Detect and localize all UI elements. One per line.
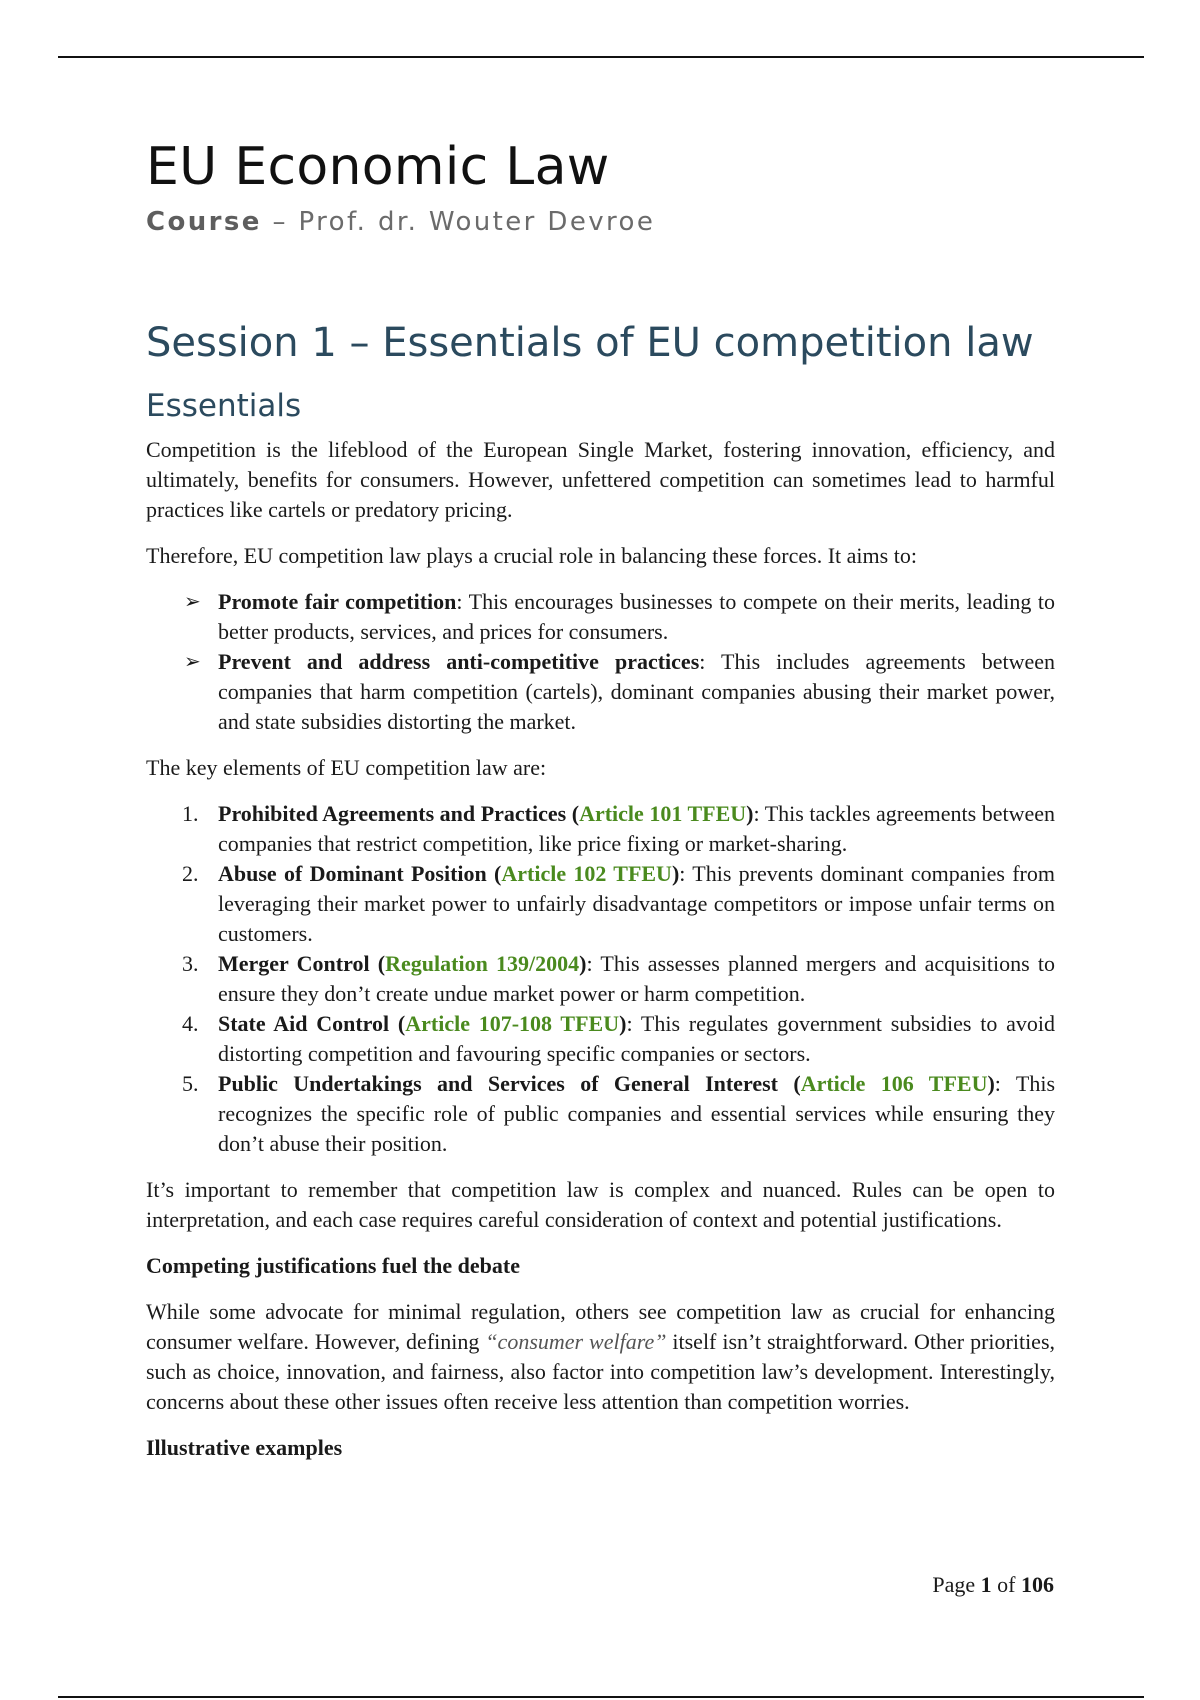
bullet-title: Promote fair competition <box>218 588 457 614</box>
item-number: 5. <box>182 1070 199 1096</box>
arrow-bullet-icon: ➢ <box>184 650 201 673</box>
legal-reference: Regulation 139/2004 <box>385 950 580 976</box>
bullet-text: : This encourages businesses to compete on their merits, leading to better products, services, and prices for consumers. <box>218 588 1056 644</box>
list-item <box>146 799 1055 859</box>
page-label: Page <box>932 1572 981 1597</box>
arrow-bullet-icon: ➢ <box>184 590 201 613</box>
illustrative-heading: Illustrative examples <box>146 1434 343 1460</box>
paren-close: ) <box>746 800 754 826</box>
item-title: State Aid Control ( <box>218 1010 406 1036</box>
item-text: : This regulates government subsidies to avoid distorting competition and favouring specific companies or sectors. <box>218 1010 1055 1066</box>
item-text: : This recognizes the specific role of public companies and essential services while ensuring they don’t abuse their position. <box>218 1070 1056 1156</box>
paren-close: ) <box>579 950 587 976</box>
item-number: 3. <box>182 950 199 976</box>
debate-text-end: itself isn’t straightforward. Other priorities, such as choice, innovation, and fairness, also factor into competition law’s development. Interestingly, concerns about these other issues often receive less attention than competition worries. <box>146 1328 1056 1414</box>
subtitle-course: Course <box>146 206 262 237</box>
document-title: EU Economic Law <box>146 137 610 197</box>
paragraph-complexity: It’s important to remember that competition law is complex and nuanced. Rules can be open to interpretation, and each case requires careful consideration of context and potential justifications. <box>146 1176 1055 1232</box>
page-number <box>932 1572 1054 1598</box>
legal-reference: Article 101 TFEU <box>579 800 747 826</box>
item-title: Merger Control ( <box>218 950 386 976</box>
total-pages: 106 <box>1021 1572 1054 1597</box>
paragraph-debate <box>146 1297 1055 1417</box>
item-number: 2. <box>182 860 199 886</box>
list-item <box>146 1069 1055 1159</box>
of-label: of <box>991 1572 1021 1597</box>
item-title: Prohibited Agreements and Practices ( <box>218 800 580 826</box>
aims-list <box>146 587 1055 737</box>
header-rule <box>58 56 1144 58</box>
legal-reference: Article 102 TFEU <box>501 860 672 886</box>
legal-reference: Article 106 TFEU <box>800 1070 988 1096</box>
debate-text-start: While some advocate for minimal regulation, others see competition law as crucial for enhancing consumer welfare. However, defining <box>146 1298 1055 1354</box>
footer-rule <box>58 1696 1144 1698</box>
page-content <box>146 137 1056 1463</box>
paragraph-key-elements: The key elements of EU competition law are: <box>146 754 547 780</box>
list-item <box>146 859 1055 949</box>
list-item <box>146 1009 1055 1069</box>
essentials-heading: Essentials <box>146 387 302 424</box>
paragraph-intro: Competition is the lifeblood of the European Single Market, fostering innovation, efficiency, and ultimately, benefits for consumers. However, unfettered competition can sometimes lead to harmful practices like cartels or predatory pricing. <box>146 436 1055 522</box>
paren-close: ) <box>987 1070 995 1096</box>
document-subtitle <box>146 207 1055 237</box>
paren-close: ) <box>619 1010 627 1036</box>
list-item <box>146 647 1055 737</box>
legal-reference: Article 107-108 TFEU <box>405 1010 620 1036</box>
current-page: 1 <box>980 1572 992 1597</box>
item-number: 4. <box>182 1010 199 1036</box>
item-text: : This prevents dominant companies from leveraging their market power to unfairly disadvantage competitors or impose unfair terms on customers. <box>218 860 1055 946</box>
competing-heading: Competing justifications fuel the debate <box>146 1252 520 1278</box>
paragraph-aims: Therefore, EU competition law plays a crucial role in balancing these forces. It aims to: <box>146 542 917 568</box>
consumer-welfare-quote: “consumer welfare” <box>485 1328 667 1354</box>
subtitle-author: – Prof. dr. Wouter Devroe <box>261 206 656 237</box>
paren-close: ) <box>671 860 680 886</box>
bullet-title: Prevent and address anti-competitive practices <box>218 648 700 674</box>
list-item <box>146 587 1055 647</box>
bullet-text: : This includes agreements between companies that harm competition (cartels), dominant companies abusing their market power, and state subsidies distorting the market. <box>218 648 1056 734</box>
item-title: Abuse of Dominant Position ( <box>218 860 502 886</box>
session-heading: Session 1 – Essentials of EU competition law <box>146 319 1034 366</box>
item-number: 1. <box>182 800 199 826</box>
key-elements-list <box>146 799 1055 1159</box>
item-text: : This tackles agreements between companies that restrict competition, like price fixing or market-sharing. <box>218 800 1056 856</box>
item-text: : This assesses planned mergers and acquisitions to ensure they don’t create undue market power or harm competition. <box>218 950 1055 1006</box>
item-title: Public Undertakings and Services of General Interest ( <box>218 1070 801 1096</box>
list-item <box>146 949 1055 1009</box>
